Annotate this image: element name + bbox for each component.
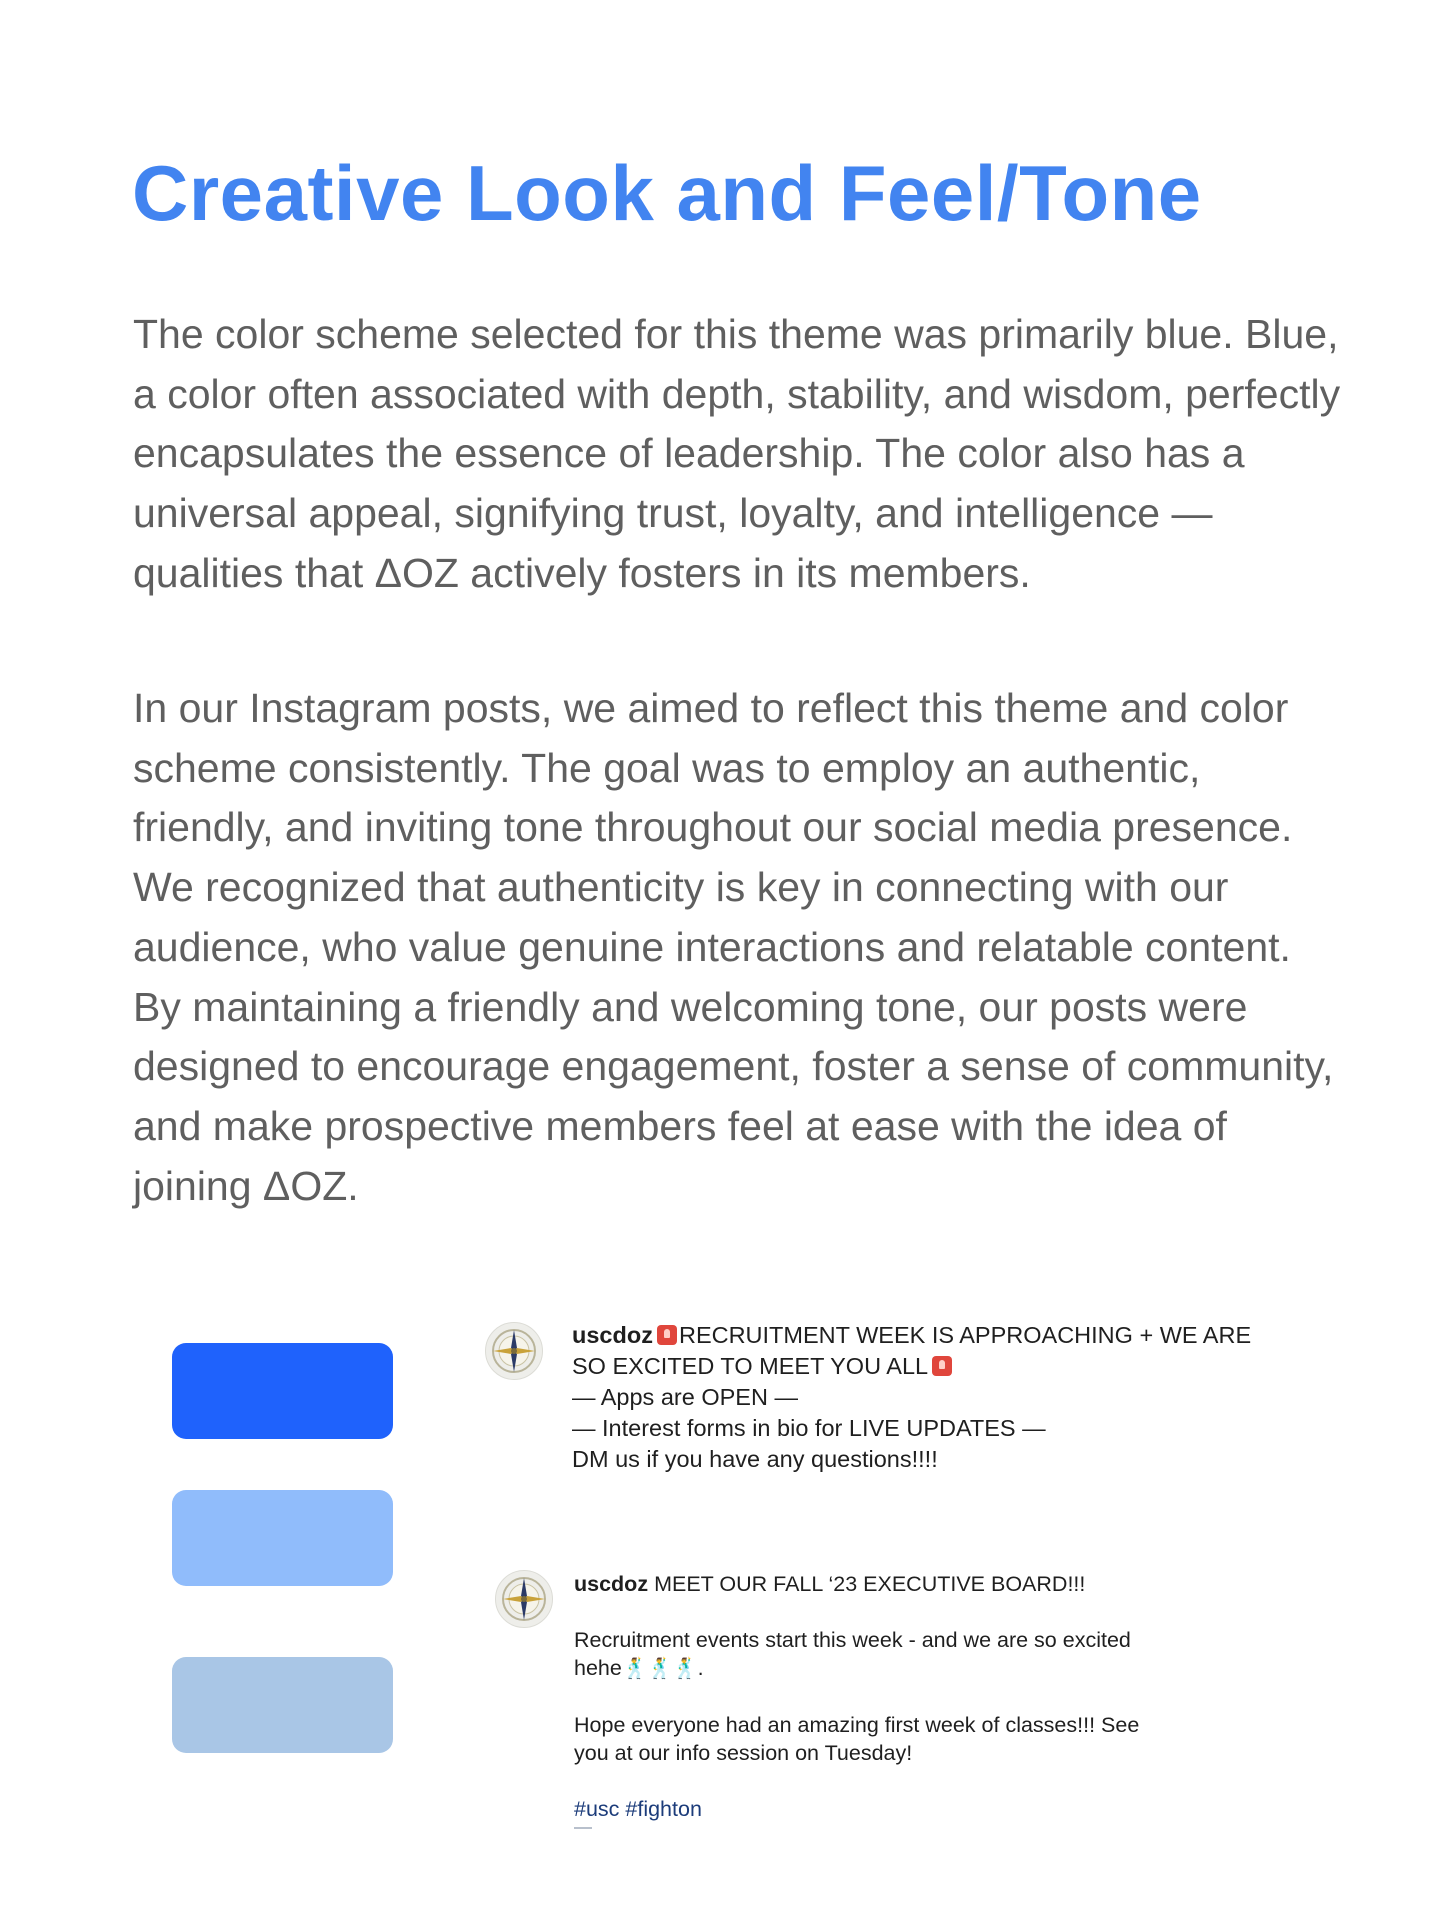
caption-line: DM us if you have any questions!!!! bbox=[572, 1446, 938, 1472]
caption-line: . bbox=[697, 1656, 704, 1680]
post-hashtags[interactable]: #usc #fighton bbox=[574, 1797, 702, 1821]
caption-line: you at our info session on Tuesday! bbox=[574, 1741, 913, 1765]
avatar[interactable] bbox=[485, 1322, 543, 1380]
caption-line: Hope everyone had an amazing first week of classes!!! See bbox=[574, 1713, 1140, 1737]
paragraph-instagram-tone: In our Instagram posts, we aimed to reflect this theme and color scheme consistently. The goal was to employ an authentic, friendly, and inviting tone throughout our social media presence. We recognized that authenticity is key in connecting with our audience, who value genuine interactions and relatable content. By maintaining a friendly and welcoming tone, our posts were designed to encourage engagement, foster a sense of community, and make prospective members feel at ease with the idea of joining ΔOZ. bbox=[133, 685, 1334, 1209]
dancer-emoji-icon: 🕺🕺🕺 bbox=[622, 1658, 698, 1680]
color-swatch-light-blue bbox=[172, 1490, 393, 1586]
avatar[interactable] bbox=[495, 1570, 553, 1628]
siren-emoji-icon bbox=[657, 1325, 677, 1345]
compass-rose-logo-icon bbox=[486, 1323, 542, 1379]
color-swatch-royal-blue bbox=[172, 1343, 393, 1439]
caption-line: SO EXCITED TO MEET YOU ALL bbox=[572, 1353, 929, 1379]
post-username[interactable]: uscdoz bbox=[574, 1572, 649, 1596]
compass-rose-logo-icon bbox=[496, 1571, 552, 1627]
caption-line: MEET OUR FALL ‘23 EXECUTIVE BOARD!!! bbox=[654, 1572, 1086, 1596]
post-caption bbox=[574, 1570, 1254, 1835]
color-swatch-powder-blue bbox=[172, 1657, 393, 1753]
caption-line: — Apps are OPEN — bbox=[572, 1384, 798, 1410]
caption-line: hehe bbox=[574, 1656, 622, 1680]
cropped-text-fragment bbox=[574, 1827, 592, 1835]
caption-line: Recruitment events start this week - and we are so excited bbox=[574, 1628, 1131, 1652]
paragraph-color-scheme: The color scheme selected for this theme was primarily blue. Blue, a color often associated with depth, stability, and wisdom, perfectly encapsulates the essence of leadership. The color also has a universal appeal, signifying trust, loyalty, and intelligence — qualities that ΔOZ actively fosters in its members. bbox=[133, 311, 1341, 596]
post-caption bbox=[572, 1320, 1292, 1475]
siren-emoji-icon bbox=[932, 1356, 952, 1376]
post-username[interactable]: uscdoz bbox=[572, 1322, 653, 1348]
caption-line: — Interest forms in bio for LIVE UPDATES — bbox=[572, 1415, 1046, 1441]
page-title: Creative Look and Feel/Tone bbox=[132, 149, 1202, 237]
caption-line: RECRUITMENT WEEK IS APPROACHING + WE ARE bbox=[678, 1322, 1252, 1348]
